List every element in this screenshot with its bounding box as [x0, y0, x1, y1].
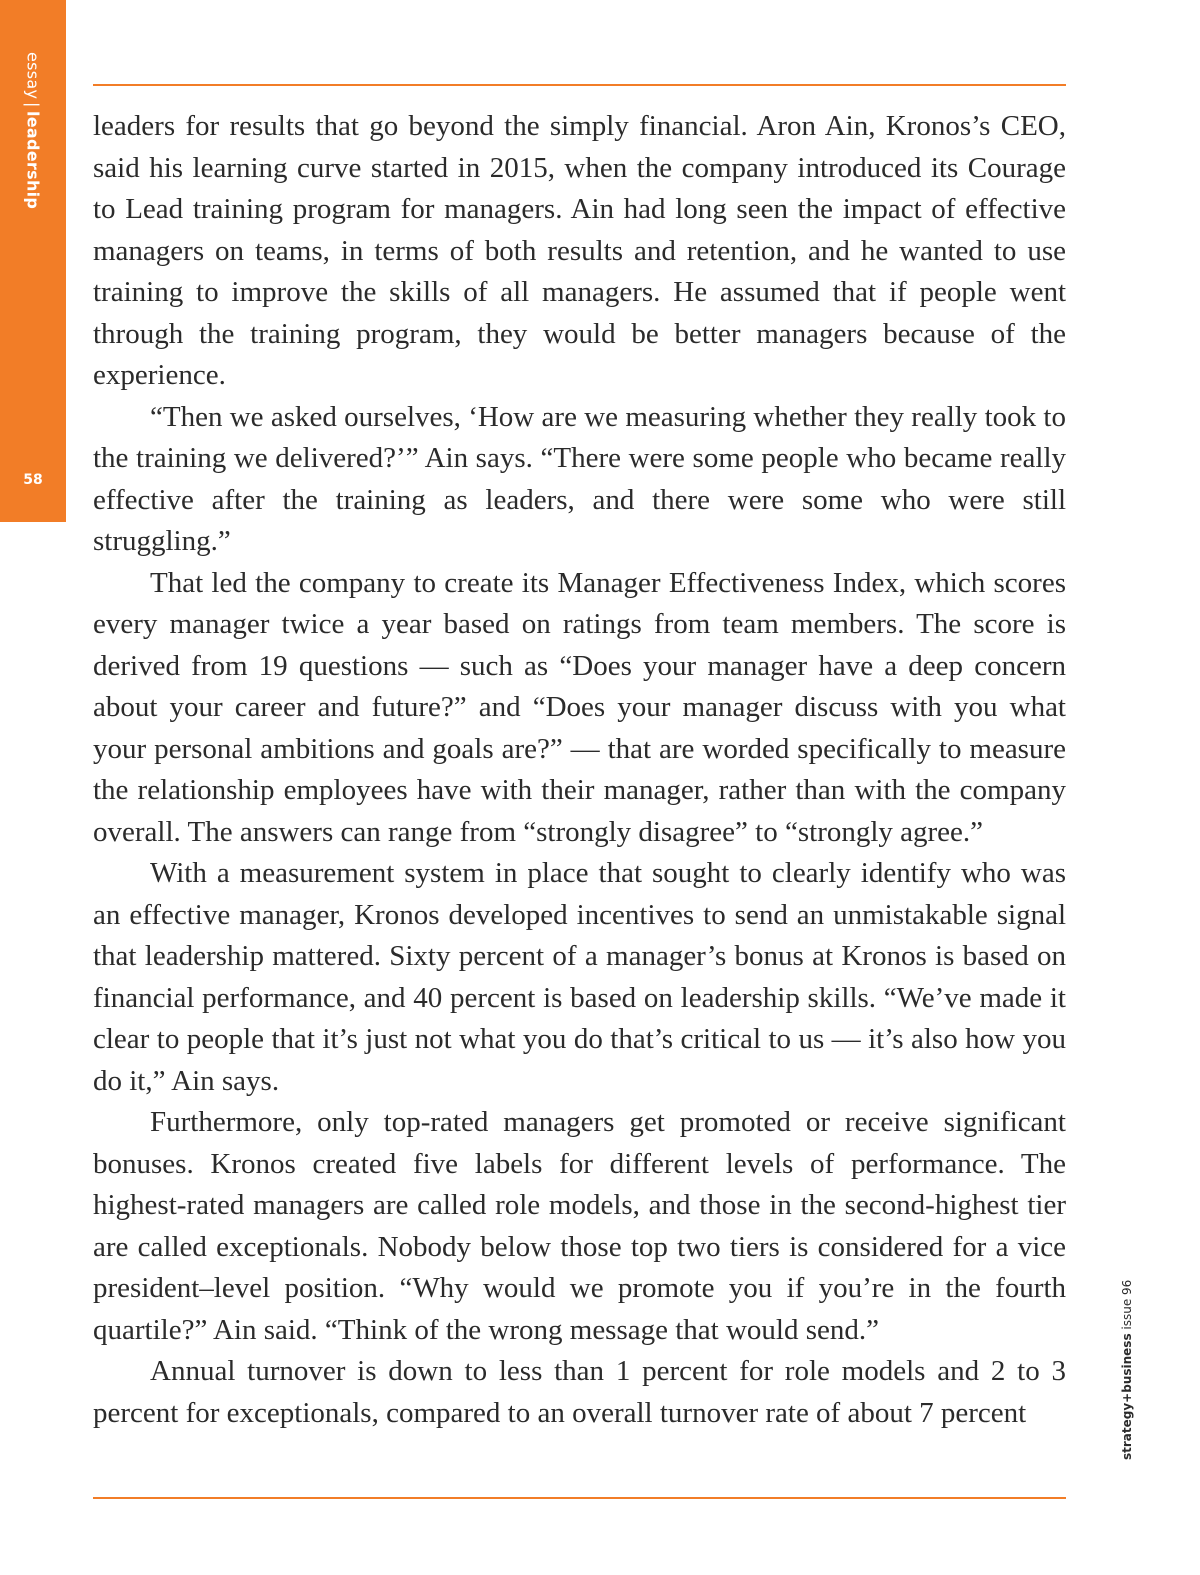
section-name: essay: [23, 52, 43, 100]
article-paragraph-6: Annual turnover is down to less than 1 percent for role models and 2 to 3 percent for exceptionals, compared to an overall turnover rate of about 7 percent: [93, 1355, 1066, 1429]
bottom-rule: [93, 1497, 1066, 1499]
page-number: 58: [23, 472, 43, 488]
article-paragraph-5: Furthermore, only top-rated managers get promoted or receive significant bonuses. Kronos created five labels for different levels of performance. The highest-rated managers are called role models, and those in the second-highest tier are called exceptionals. Nobody below those top two tiers is considered for a vice president–level position. “Why would we promote you if you’re in the fourth quartile?” Ain said. “Think of the wrong message that would send.”: [93, 1106, 1066, 1346]
publication-footer: [1120, 1280, 1134, 1460]
article-paragraph-4: With a measurement system in place that sought to clearly identify who was an effective manager, Kronos developed incentives to send an unmistakable signal that leadership mattered. Sixty percent of a manager’s bonus at Kronos is based on financial performance, and 40 percent is based on leadership skills. “We’ve made it clear to people that it’s just not what you do that’s critical to us — it’s also how you do it,” Ain says.: [93, 857, 1066, 1097]
article-paragraph-2: “Then we asked ourselves, ‘How are we measuring whether they really took to the training we delivered?’” Ain says. “There were some people who became really effective after the training as leaders, and there were some who were still struggling.”: [93, 400, 1066, 557]
publication-issue: issue 96: [1120, 1279, 1134, 1334]
top-rule: [93, 84, 1066, 86]
section-label: [24, 52, 43, 209]
section-topic: leadership: [23, 111, 43, 210]
publication-brand: strategy+business: [1120, 1333, 1134, 1460]
article-paragraph-1: leaders for results that go beyond the simply financial. Aron Ain, Kronos’s CEO, said his learning curve started in 2015, when the company introduced its Courage to Lead training program for managers. Ain had long seen the impact of effective managers on teams, in terms of both results and retention, and he wanted to use training to improve the skills of all managers. He assumed that if people went through the training program, they would be better managers because of the experience.: [93, 110, 1066, 391]
section-separator: |: [23, 102, 43, 108]
article-body: [93, 106, 1066, 1434]
article-paragraph-3: That led the company to create its Manager Effectiveness Index, which scores every manager twice a year based on ratings from team members. The score is derived from 19 questions — such as “Does your manager have a deep concern about your career and future?” and “Does your manager discuss with you what your personal ambitions and goals are?” — that are worded specifically to measure the relationship employees have with their manager, rather than with the company overall. The answers can range from “strongly disagree” to “strongly agree.”: [93, 566, 1066, 848]
